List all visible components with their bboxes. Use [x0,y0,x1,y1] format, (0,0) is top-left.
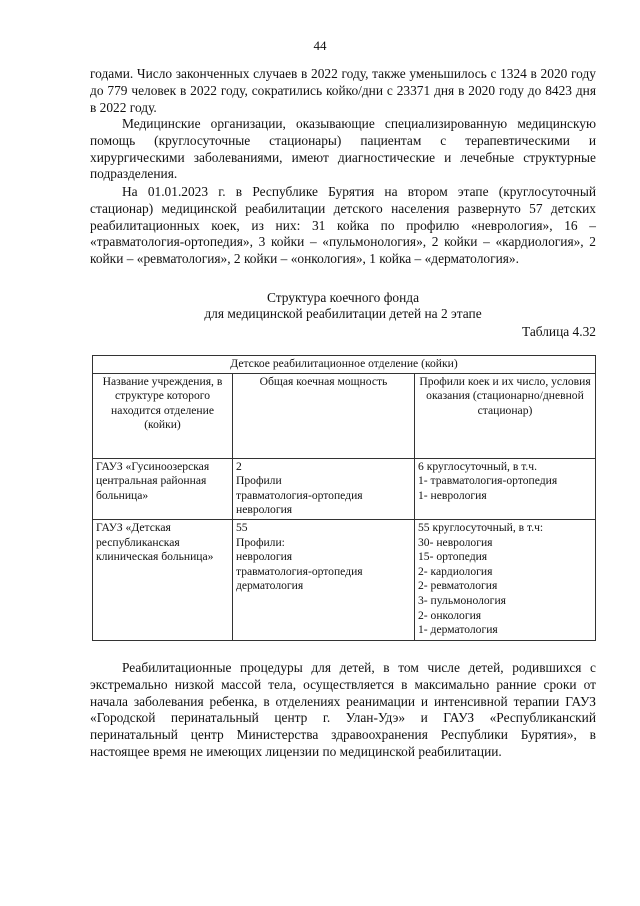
cell-line: 30- неврология [418,535,493,549]
cell-line: 2- ревматология [418,579,498,593]
cell-line: неврология [236,503,293,517]
header-profiles: Профили коек и их число, условия оказания (стационарно/дневной стационар) [415,373,596,458]
cell-line: 2 [236,459,242,473]
cell-line: 6 круглосуточный, в т.ч. [418,459,538,473]
cell-line: 55 [236,520,248,534]
cell-capacity [233,458,415,519]
cell-line: 1- дерматология [418,623,498,637]
table-title-line1: Структура коечного фонда [266,290,420,305]
cell-line: Профили [236,474,282,488]
cell-line: 55 круглосуточный, в т.ч: [418,520,544,534]
header-capacity: Общая коечная мощность [233,373,415,458]
bed-fund-table [92,355,596,641]
cell-line: 15- ортопедия [418,550,488,564]
cell-line: Профили: [236,535,285,549]
cell-institution: ГАУЗ «Гусиноозерская центральная районная больница» [93,458,233,519]
paragraph-4: Реабилитационные процедуры для детей, в том числе детей, родившихся с экстремально низкой массой тела, осуществляется в максимально ранние сроки от начала заболевания ребенка, в отделениях реанимации и интенсивной терапии ГАУЗ «Городской перинатальный центр г. Улан-Удэ» и ГАУЗ «Республиканский перинатальный центр Министерства здравоохранения Республики Бурятия», в настоящее время не имеющих лицензии по медицинской реабилитации. [90,660,596,759]
cell-institution: ГАУЗ «Детская республиканская клиническая больница» [93,519,233,640]
header-institution: Название учреждения, в структуре которого находится отделение (койки) [93,373,233,458]
cell-line: 3- пульмонология [418,593,506,607]
table-number-label: Таблица 4.32 [521,324,596,339]
table-header-row [93,373,596,458]
cell-line: травматология-ортопедия [236,564,363,578]
table-merged-header: Детское реабилитационное отделение (койки) [93,356,596,374]
cell-line: 1- неврология [418,488,487,502]
cell-profiles [415,519,596,640]
cell-line: 2- онкология [418,608,482,622]
cell-line: травматология-ортопедия [236,488,363,502]
paragraph-2: Медицинские организации, оказывающие специализированную медицинскую помощь (круглосуточные стационары) пациентам с терапевтическими и хирургическими заболеваниями, имеют диагностические и лечебные структурные подразделения. [90,116,596,182]
cell-capacity [233,519,415,640]
table-title-line2: для медицинской реабилитации детей на 2 этапе [204,306,482,321]
paragraph-3: На 01.01.2023 г. в Республике Бурятия на втором этапе (круглосуточный стационар) медицинской реабилитации детского населения развернуто 57 детских реабилитационных коек, из них: 31 койка по профилю «неврология», 16 – «травматология-ортопедия», 3 койки – «пульмонология», 2 койки – «кардиология», 2 койки – «ревматология», 2 койки – «онкология», 1 койка – «дерматология». [90,184,596,267]
table-row [93,519,596,640]
cell-line: неврология [236,550,293,564]
cell-line: 1- травматология-ортопедия [418,474,558,488]
page-number: 44 [313,38,327,53]
cell-line: дерматология [236,579,304,593]
table-merged-header-row [93,356,596,374]
cell-line: 2- кардиология [418,564,493,578]
paragraph-1: годами. Число законченных случаев в 2022 году, также уменьшилось с 1324 в 2020 году до 779 человек в 2022 году, сократились койко/дни с 23371 дня в 2020 году до 8423 дня в 2022 году. [90,66,596,115]
table-row [93,458,596,519]
cell-profiles [415,458,596,519]
